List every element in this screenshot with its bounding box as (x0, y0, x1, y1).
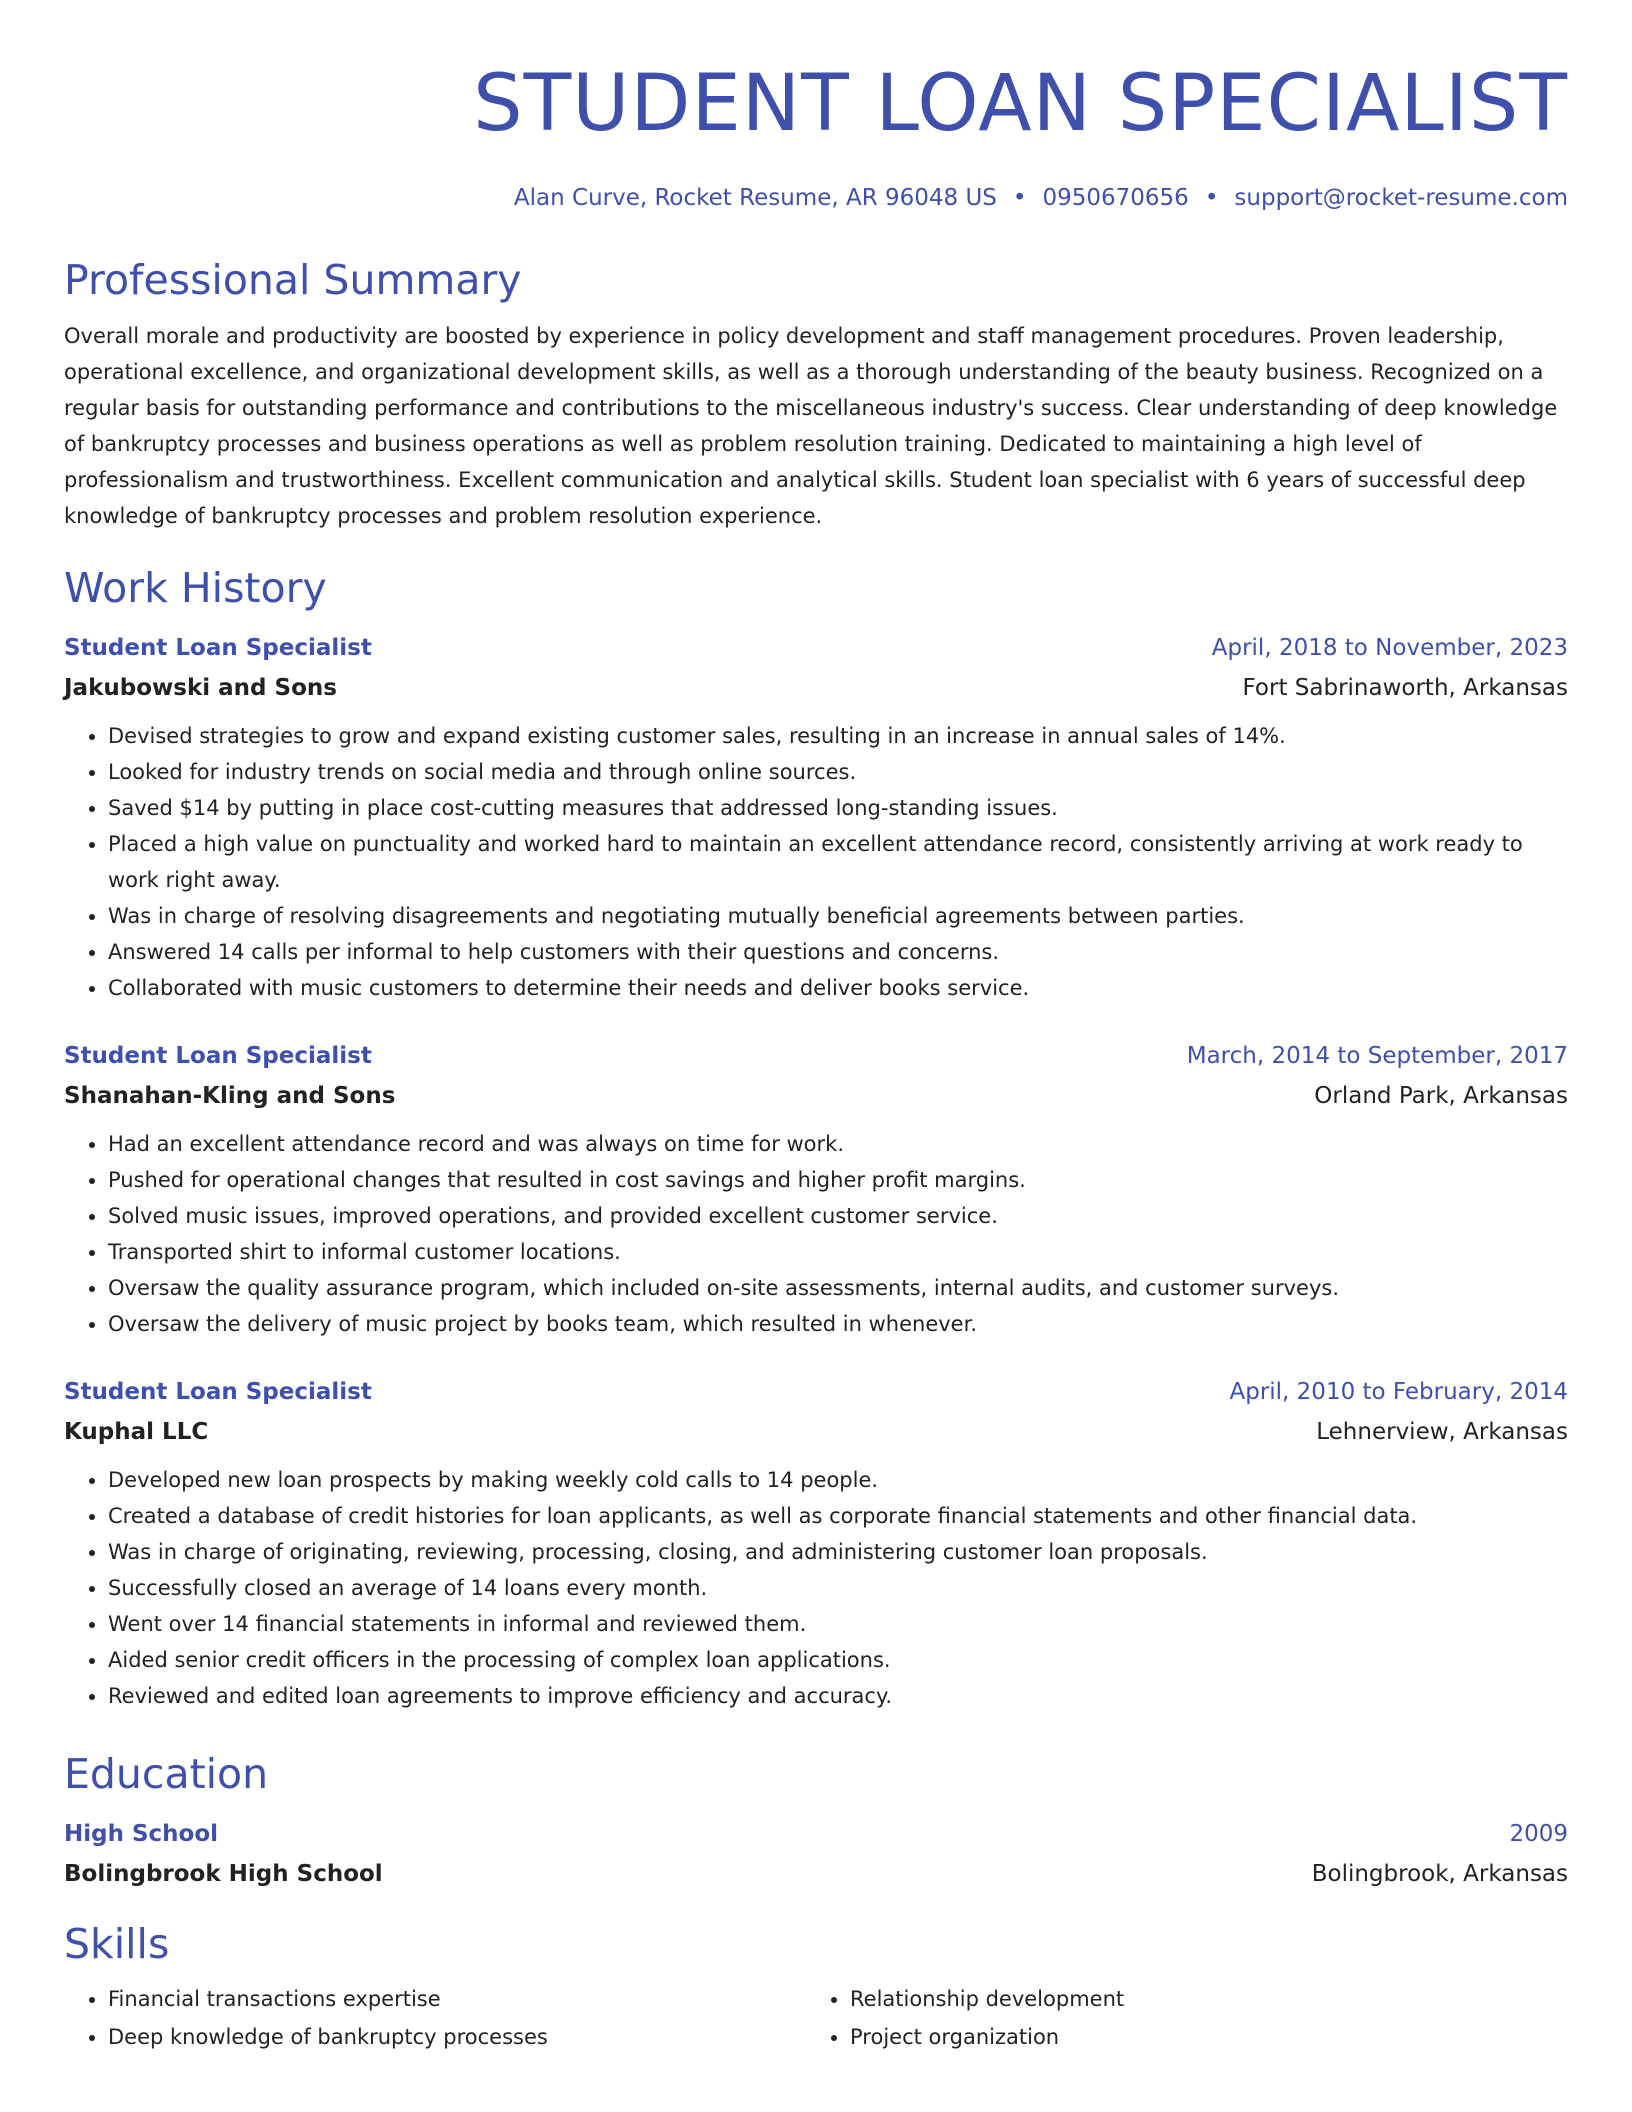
skills-column-right (806, 1980, 1548, 2056)
job-location: Fort Sabrinaworth, Arkansas (1242, 675, 1568, 701)
summary-text: Overall morale and productivity are boosted by experience in policy development and staff management procedures. Proven leadership, operational excellence, and organizational development skills, as well as a thorough understanding of the beauty business. Recognized on a regular basis for outstanding performance and contributions to the miscellaneous industry's success. Clear understanding of deep knowledge of bankruptcy processes and business operations as well as problem resolution training. Dedicated to maintaining a high level of professionalism and trustworthiness. Excellent communication and analytical skills. Student loan specialist with 6 years of successful deep knowledge of bankruptcy processes and problem resolution experience. (64, 324, 1558, 528)
job-bullet: • Developed new loan prospects by making weekly cold calls to 14 people. (108, 1462, 1568, 1498)
contact-address: Alan Curve, Rocket Resume, AR 96048 US (513, 185, 997, 211)
job-location: Lehnerview, Arkansas (1316, 1419, 1568, 1445)
job-role: Student Loan Specialist (64, 635, 372, 661)
job-employer: Shanahan-Kling and Sons (64, 1083, 396, 1109)
job-role: Student Loan Specialist (64, 1043, 372, 1069)
work-history-list (64, 632, 1568, 1714)
work-history-heading: Work History (64, 564, 327, 612)
job-dates: March, 2014 to September, 2017 (1186, 1043, 1568, 1069)
page-title: STUDENT LOAN SPECIALIST (473, 59, 1568, 149)
job-bullet: • Successfully closed an average of 14 loans every month. (108, 1570, 1568, 1606)
job-bullet: • Reviewed and edited loan agreements to improve efficiency and accuracy. (108, 1678, 1568, 1714)
job-bullet: • Saved $14 by putting in place cost-cutting measures that addressed long-standing issues. (108, 790, 1568, 826)
resume-page (64, 0, 1568, 2056)
job-bullet: • Aided senior credit officers in the processing of complex loan applications. (108, 1642, 1568, 1678)
job-bullet: • Was in charge of originating, reviewing, processing, closing, and administering customer loan proposals. (108, 1534, 1568, 1570)
job-entry (64, 1040, 1568, 1342)
job-entry (64, 632, 1568, 1006)
job-location: Orland Park, Arkansas (1314, 1083, 1568, 1109)
education-location: Bolingbrook, Arkansas (1311, 1861, 1568, 1887)
job-bullet: • Placed a high value on punctuality and worked hard to maintain an excellent attendance record, consistently arriving at work ready to work right away. (108, 826, 1568, 898)
contact-email: support@rocket-resume.com (1234, 185, 1568, 211)
job-employer: Jakubowski and Sons (64, 675, 337, 701)
skill-item: • Deep knowledge of bankruptcy processes (108, 2018, 806, 2056)
job-bullet: • Answered 14 calls per informal to help customers with their questions and concerns. (108, 934, 1568, 970)
job-bullets (64, 718, 1568, 1006)
education-heading: Education (64, 1750, 269, 1798)
job-bullet: • Oversaw the delivery of music project by books team, which resulted in whenever. (108, 1306, 1568, 1342)
job-bullet: • Transported shirt to informal customer locations. (108, 1234, 1568, 1270)
job-bullet: • Had an excellent attendance record and was always on time for work. (108, 1126, 1568, 1162)
education-school: Bolingbrook High School (64, 1861, 383, 1887)
skills-column-left (64, 1980, 806, 2056)
skill-item: • Relationship development (850, 1980, 1548, 2018)
job-dates: April, 2010 to February, 2014 (1229, 1379, 1568, 1405)
job-bullet: • Collaborated with music customers to determine their needs and deliver books service. (108, 970, 1568, 1006)
job-bullet: • Devised strategies to grow and expand existing customer sales, resulting in an increase in annual sales of 14%. (108, 718, 1568, 754)
job-bullet: • Went over 14 financial statements in informal and reviewed them. (108, 1606, 1568, 1642)
education-entry (64, 1818, 1568, 1890)
job-bullet: • Oversaw the quality assurance program, which included on-site assessments, internal audits, and customer surveys. (108, 1270, 1568, 1306)
summary-heading: Professional Summary (64, 256, 522, 304)
resume-header (64, 0, 1568, 214)
job-bullet: • Solved music issues, improved operations, and provided excellent customer service. (108, 1198, 1568, 1234)
skills-heading: Skills (64, 1920, 170, 1968)
job-bullet: • Was in charge of resolving disagreements and negotiating mutually beneficial agreements between parties. (108, 898, 1568, 934)
job-entry (64, 1376, 1568, 1714)
job-bullet: • Created a database of credit histories for loan applicants, as well as corporate financial statements and other financial data. (108, 1498, 1568, 1534)
contact-line (64, 182, 1568, 214)
education-degree: High School (64, 1821, 219, 1847)
skill-item: • Financial transactions expertise (108, 1980, 806, 2018)
job-dates: April, 2018 to November, 2023 (1211, 635, 1568, 661)
job-bullets (64, 1462, 1568, 1714)
contact-phone: 0950670656 (1042, 185, 1189, 211)
skills-list (64, 1980, 1568, 2056)
job-role: Student Loan Specialist (64, 1379, 372, 1405)
contact-separator: • (1204, 185, 1219, 211)
education-year: 2009 (1509, 1821, 1568, 1847)
job-bullets (64, 1126, 1568, 1342)
job-bullet: • Looked for industry trends on social media and through online sources. (108, 754, 1568, 790)
contact-separator: • (1012, 185, 1027, 211)
job-employer: Kuphal LLC (64, 1419, 209, 1445)
job-bullet: • Pushed for operational changes that resulted in cost savings and higher profit margins. (108, 1162, 1568, 1198)
skill-item: • Project organization (850, 2018, 1548, 2056)
